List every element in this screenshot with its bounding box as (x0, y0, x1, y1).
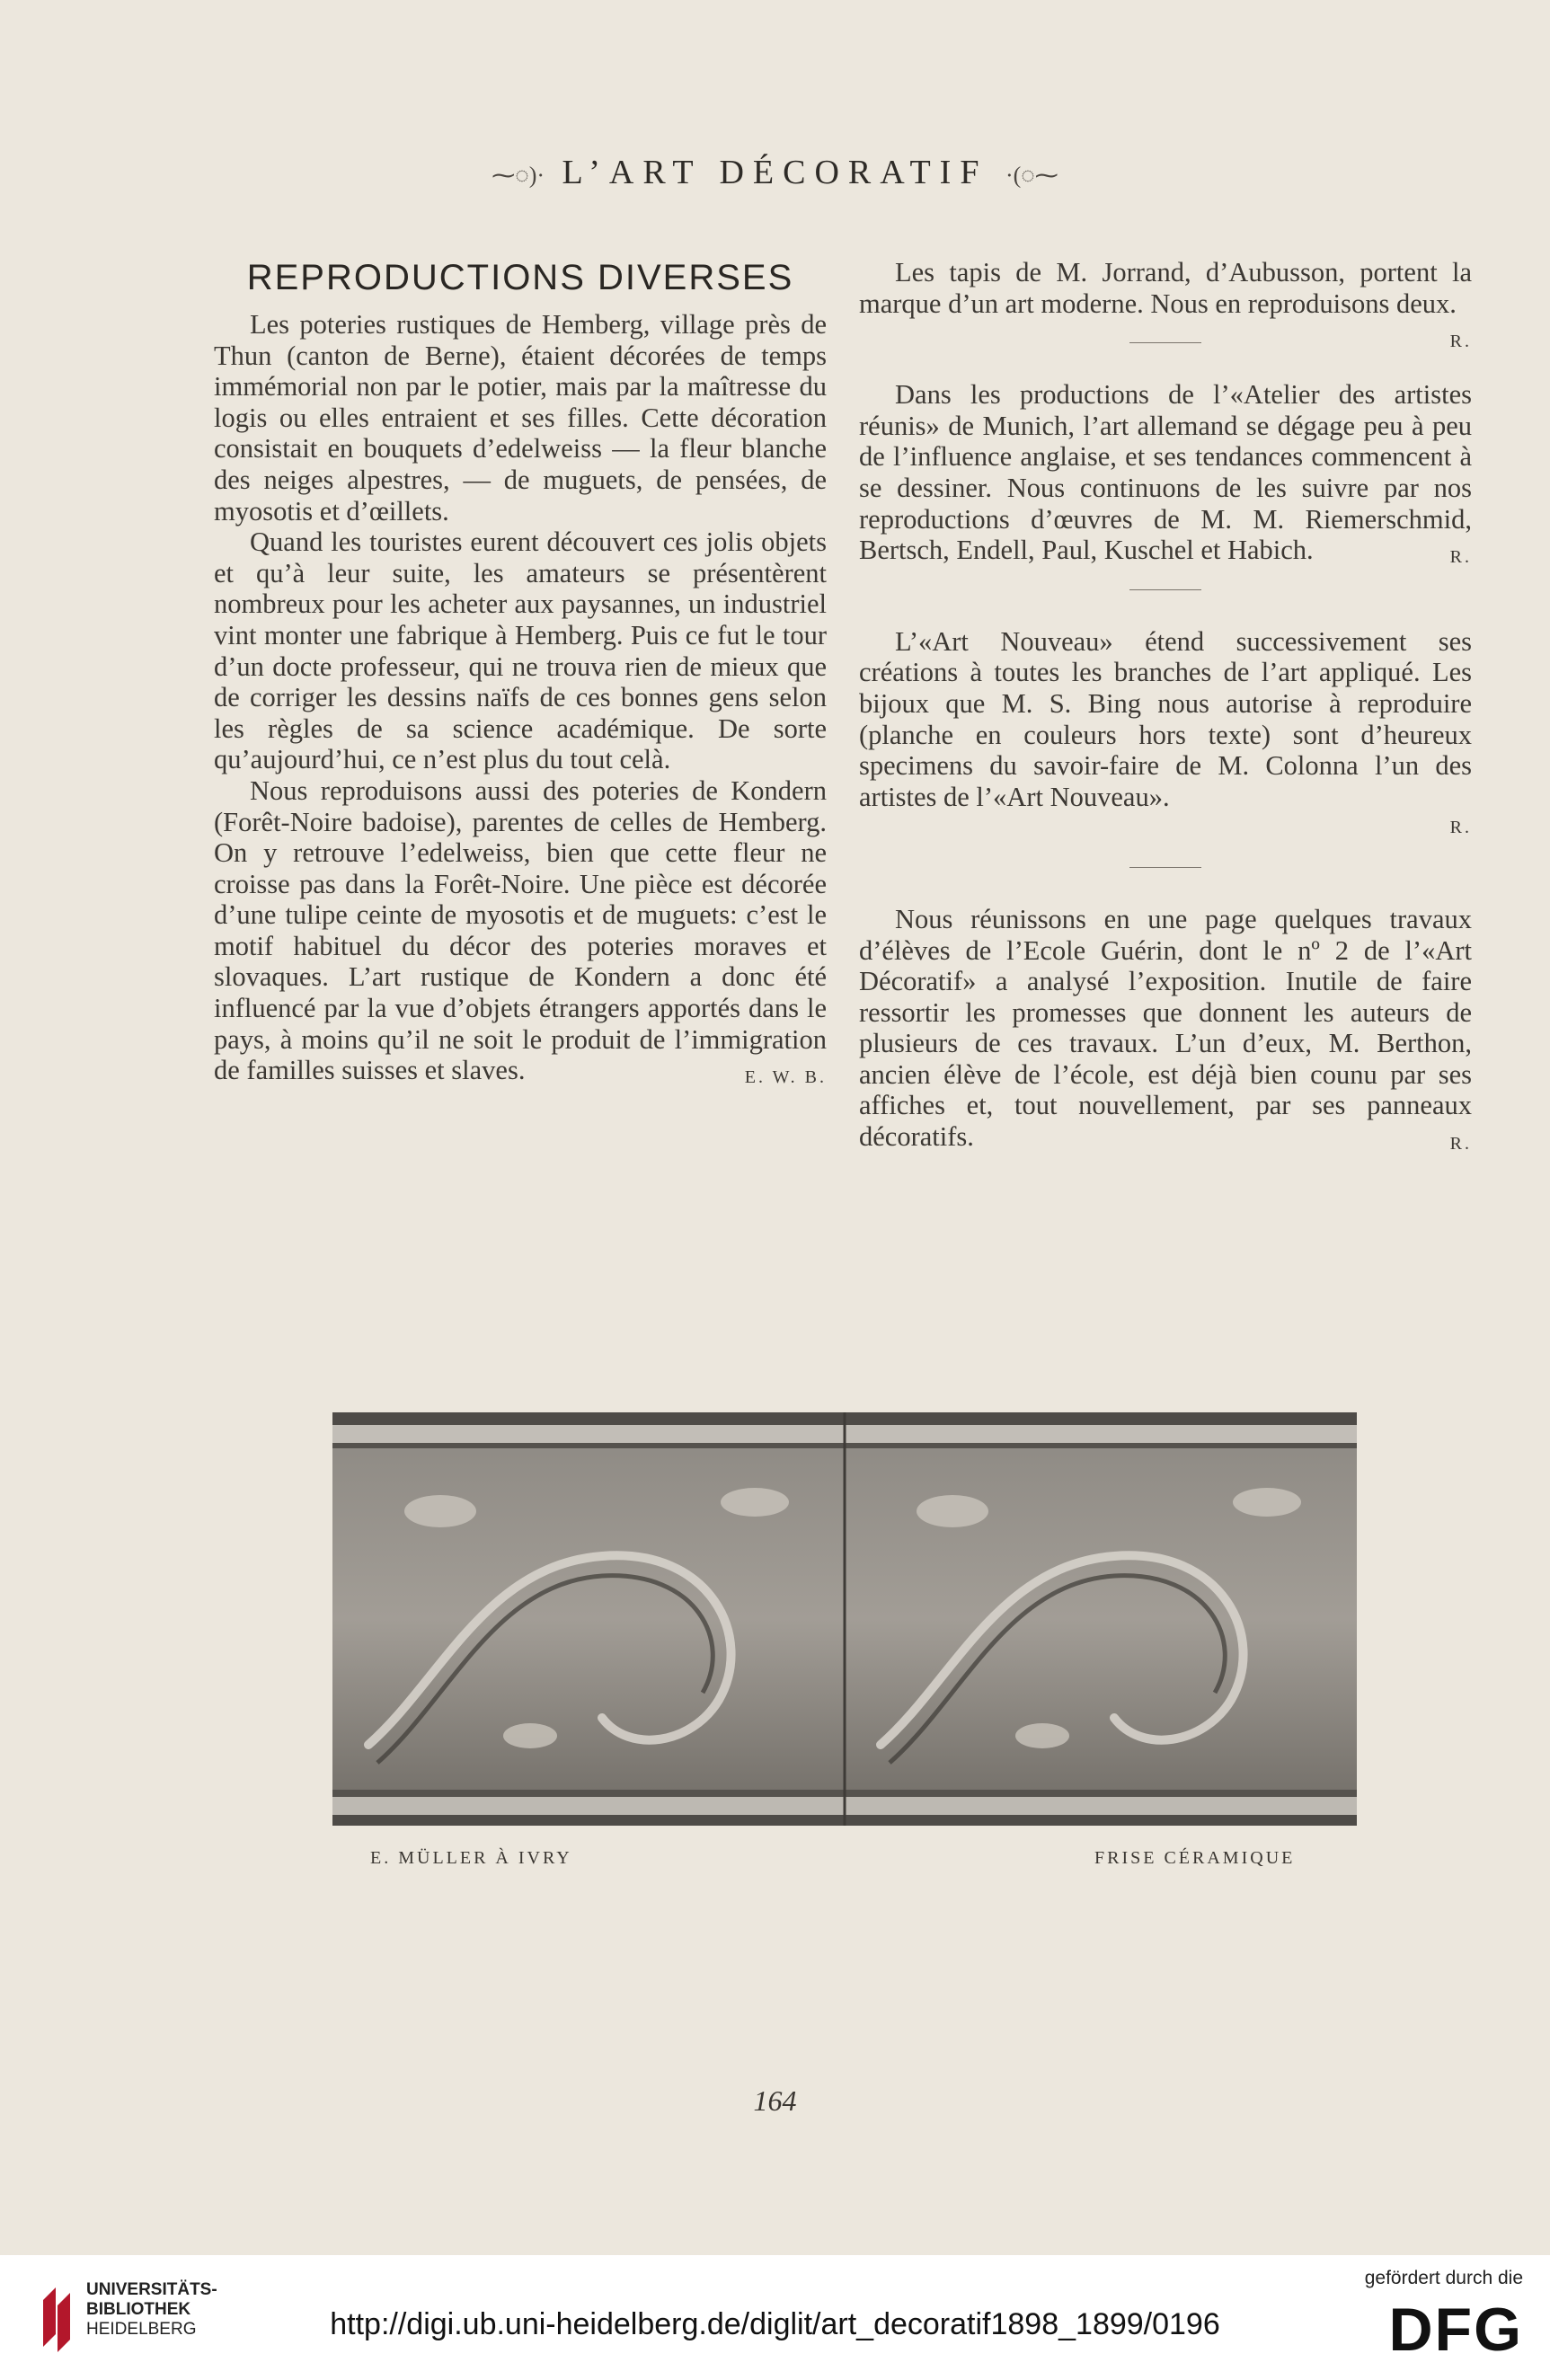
footer-bar (0, 2255, 1550, 2380)
funder-label: gefördert durch die (1364, 2268, 1523, 2288)
left-column (214, 257, 827, 1093)
paragraph: L’«Art Nouveau» étend successivement ses créations à toutes les branches de l’art appliqué. Les bijoux que M. S. Bing nous autorise à reproduire (planche en couleurs hors texte) sont d’heureux specimens du savoir-faire de M. Colonna l’un des artistes de l’«Art Nouveau». (859, 625, 1472, 812)
separator-rule (1129, 342, 1201, 343)
paragraph: Les poteries rustiques de Hemberg, village près de Thun (canton de Berne), étaient décorées de temps immémorial non par le potier, mais par la maîtresse du logis ou elles entraient et ses filles. Cette décoration consistait en bouquets d’edelweiss — la fleur blanche des neiges alpestres, — de muguets, de pensées, de myosotis et d’œillets. (214, 309, 827, 526)
running-title: L’ART DÉCORATIF (562, 154, 988, 191)
running-header (0, 153, 1550, 192)
paragraph (859, 257, 1472, 352)
source-url-link[interactable]: http://digi.ub.uni-heidelberg.de/diglit/art_decoratif1898_1899/0196 (330, 2307, 1220, 2341)
paragraph (859, 379, 1472, 566)
page-number: 164 (753, 2084, 797, 2117)
paragraph-text: Les tapis de M. Jorrand, d’Aubusson, portent la marque d’un art moderne. Nous en reproduisons deux. (859, 257, 1472, 319)
signature: R. (1449, 1134, 1472, 1155)
signature: R. (1449, 818, 1472, 838)
dfg-logo: DFG (1388, 2296, 1523, 2364)
signature: E. W. B. (744, 1067, 827, 1088)
figure-caption-artist: E. MÜLLER À IVRY (370, 1848, 572, 1868)
paragraph-text: Nous reproduisons aussi des poteries de Kondern (Forêt-Noire badoise), parentes de celles de Hemberg. On y retrouve l’edelweiss, bien que cette fleur ne croisse pas dans la Forêt-Noire. Une pièce est décorée d’une tulipe ceinte de myosotis et de muguets: c’est le motif habituel du décor des poteries moraves et slovaques. L’art rustique de Kondern a donc été influencé par la vue d’objets étrangers apportés dans le pays, à moins qu’il ne soit le produit de l’immigration de familles suisses et slaves. (214, 774, 827, 1086)
ornament-right-icon: ·(◌⁓ (1005, 162, 1058, 189)
paragraph: Quand les touristes eurent découvert ces jolis objets et qu’à leur suite, les amateurs se présentèrent nombreux pour les acheter aux paysannes, un industriel vint monter une fabrique à Hemberg. Puis ce fut le tour d’un docte professeur, qui ne trouva rien de mieux que de corriger les dessins naïfs de ces bonnes gens selon les règles de sa science académique. De sorte qu’aujourd’hui, ce n’est plus du tout celà. (214, 526, 827, 775)
signature: R. (1449, 547, 1472, 568)
right-column (859, 257, 1472, 1160)
separator-rule (1129, 589, 1201, 590)
library-line: HEIDELBERG (86, 2320, 197, 2339)
ornament-left-icon: ⁓◌)· (492, 162, 545, 189)
frieze-relief-illustration (332, 1412, 1357, 1826)
figure-caption-title: FRISE CÉRAMIQUE (1094, 1848, 1296, 1868)
library-line: BIBLIOTHEK (86, 2300, 191, 2319)
separator-rule (1129, 867, 1201, 868)
paragraph-text: Dans les productions de l’«Atelier des artistes réunis» de Munich, l’art allemand se dégage peu à peu de l’influence anglaise, et ses tendances commencent à se dessiner. Nous continuons de les suivre par nos reproductions d’œuvres de M. M. Riemerschmid, Bertsch, Endell, Paul, Kuschel et Habich. (859, 379, 1472, 566)
paragraph (214, 775, 827, 1086)
paragraph (859, 904, 1472, 1153)
library-line: UNIVERSITÄTS- (86, 2280, 217, 2299)
ceramic-frieze-image (332, 1412, 1357, 1826)
section-title: REPRODUCTIONS DIVERSES (246, 258, 794, 297)
paragraph-text: Nous réunissons en une page quelques travaux d’élèves de l’Ecole Guérin, dont le nº 2 de l’«Art Décoratif» a analysé l’exposition. Inutile de faire ressortir les promesses que donnent les auteurs de plusieurs de ces travaux. L’un d’eux, M. Berthon, ancien élève de l’école, est déjà bien counu par ses affiches et, tout nouvellement, par ses panneaux décoratifs. (859, 903, 1472, 1153)
signature: R. (1449, 332, 1472, 352)
